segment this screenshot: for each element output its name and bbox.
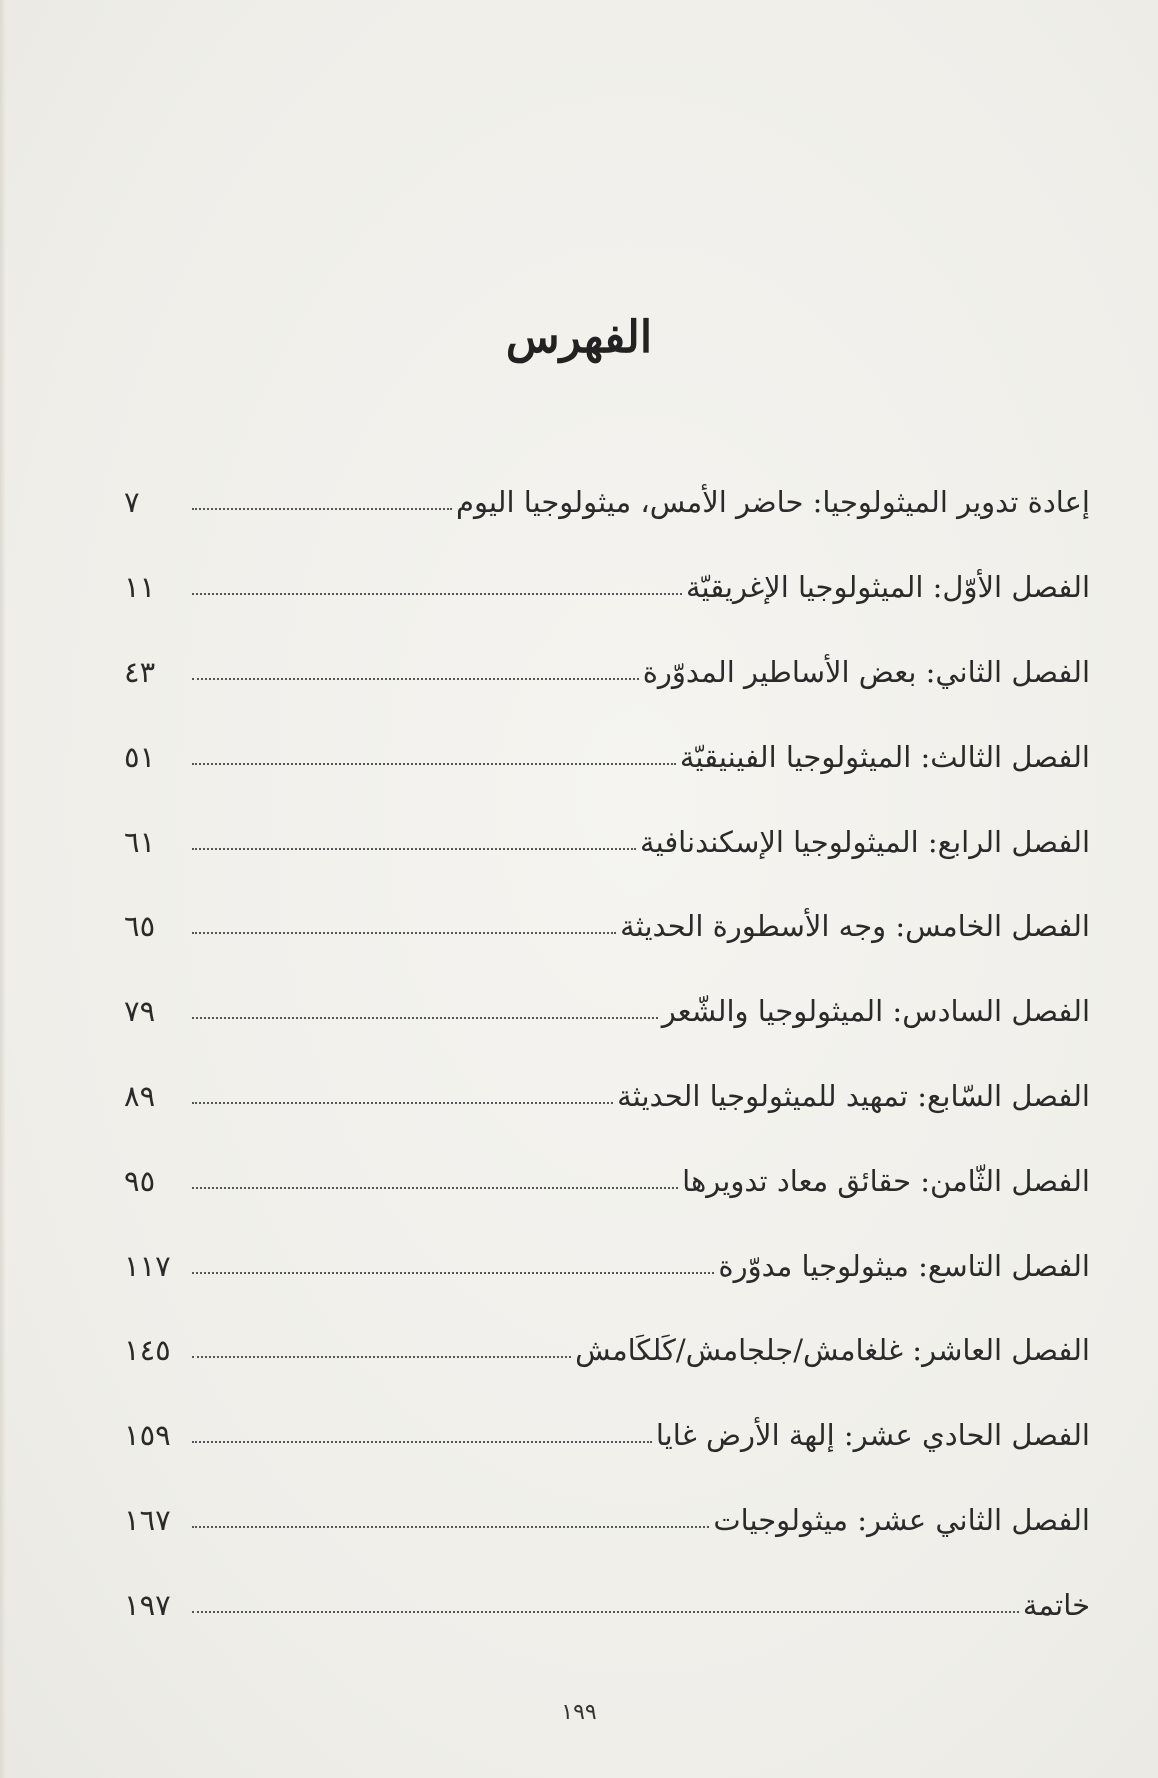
toc-row — [124, 1138, 1090, 1223]
toc-entry-page: ٩٥ — [124, 1163, 156, 1198]
toc-row — [124, 1478, 1090, 1563]
dot-leader — [192, 678, 639, 680]
toc-entry-title: الفصل الأوّل: الميثولوجيا الإغريقيّة — [685, 570, 1090, 605]
dot-leader — [192, 1102, 613, 1104]
toc-entry-title: الفصل الثّامن: حقائق معاد تدويرها — [682, 1163, 1090, 1198]
toc-entry-page: ١٥٩ — [124, 1418, 171, 1453]
dot-leader — [192, 1611, 1019, 1613]
toc-row — [124, 799, 1090, 884]
toc-entry-title: الفصل الحادي عشر: إلهة الأرض غايا — [655, 1418, 1090, 1453]
toc-row — [124, 460, 1090, 545]
toc-row — [124, 884, 1090, 969]
dot-leader — [192, 1187, 678, 1189]
toc-entry-title: خاتمة — [1022, 1587, 1090, 1622]
dot-leader — [192, 508, 452, 510]
toc-row — [124, 630, 1090, 715]
toc-entry-title: الفصل الثاني: بعض الأساطير المدوّرة — [642, 654, 1090, 689]
dot-leader — [192, 1441, 652, 1443]
toc-entry-page: ٧٩ — [124, 994, 156, 1029]
dot-leader — [192, 1526, 709, 1528]
toc-entry-page: ١٦٧ — [124, 1502, 171, 1537]
toc-entry-title: الفصل التاسع: ميثولوجيا مدوّرة — [718, 1248, 1090, 1283]
toc-entry-title: إعادة تدوير الميثولوجيا: حاضر الأمس، ميثولوجيا اليوم — [455, 485, 1090, 520]
toc-entry-page: ١٩٧ — [124, 1587, 171, 1622]
toc-entry-title: الفصل العاشر: غلغامش/جلجامش/كَلكَامش — [575, 1333, 1090, 1368]
toc-entry-page: ١٤٥ — [124, 1333, 171, 1368]
dot-leader — [192, 763, 676, 765]
toc-entry-title: الفصل السادس: الميثولوجيا والشّعر — [661, 994, 1090, 1029]
toc-entry-page: ٨٩ — [124, 1078, 156, 1113]
toc-entry-title: الفصل الثالث: الميثولوجيا الفينيقيّة — [679, 739, 1090, 774]
dot-leader — [192, 593, 682, 595]
toc-entry-page: ١١٧ — [124, 1248, 171, 1283]
binding-edge — [0, 0, 6, 1778]
toc-entry-page: ٤٣ — [124, 654, 156, 689]
toc-entry-page: ٦١ — [124, 824, 156, 859]
toc-row — [124, 1308, 1090, 1393]
page-title: الفهرس — [505, 312, 653, 363]
toc-entry-title: الفصل الخامس: وجه الأسطورة الحديثة — [620, 909, 1090, 944]
toc-row — [124, 969, 1090, 1054]
toc-row — [124, 1223, 1090, 1308]
toc-entry-title: الفصل السّابع: تمهيد للميثولوجيا الحديثة — [617, 1078, 1090, 1113]
dot-leader — [192, 848, 636, 850]
toc-entry-page: ١١ — [124, 570, 156, 605]
toc-entry-title: الفصل الثاني عشر: ميثولوجيات — [713, 1502, 1090, 1537]
toc-row — [124, 1054, 1090, 1139]
dot-leader — [192, 1017, 658, 1019]
toc-row — [124, 545, 1090, 630]
dot-leader — [192, 1272, 714, 1274]
toc-entry-page: ٧ — [124, 485, 140, 520]
toc-entry-title: الفصل الرابع: الميثولوجيا الإسكندنافية — [640, 824, 1090, 859]
toc-row — [124, 714, 1090, 799]
table-of-contents — [124, 460, 1090, 1647]
dot-leader — [192, 1356, 571, 1358]
dot-leader — [192, 932, 616, 934]
page-number: ١٩٩ — [561, 1700, 597, 1725]
toc-entry-page: ٦٥ — [124, 909, 156, 944]
toc-row — [124, 1393, 1090, 1478]
toc-row — [124, 1562, 1090, 1647]
toc-entry-page: ٥١ — [124, 739, 156, 774]
